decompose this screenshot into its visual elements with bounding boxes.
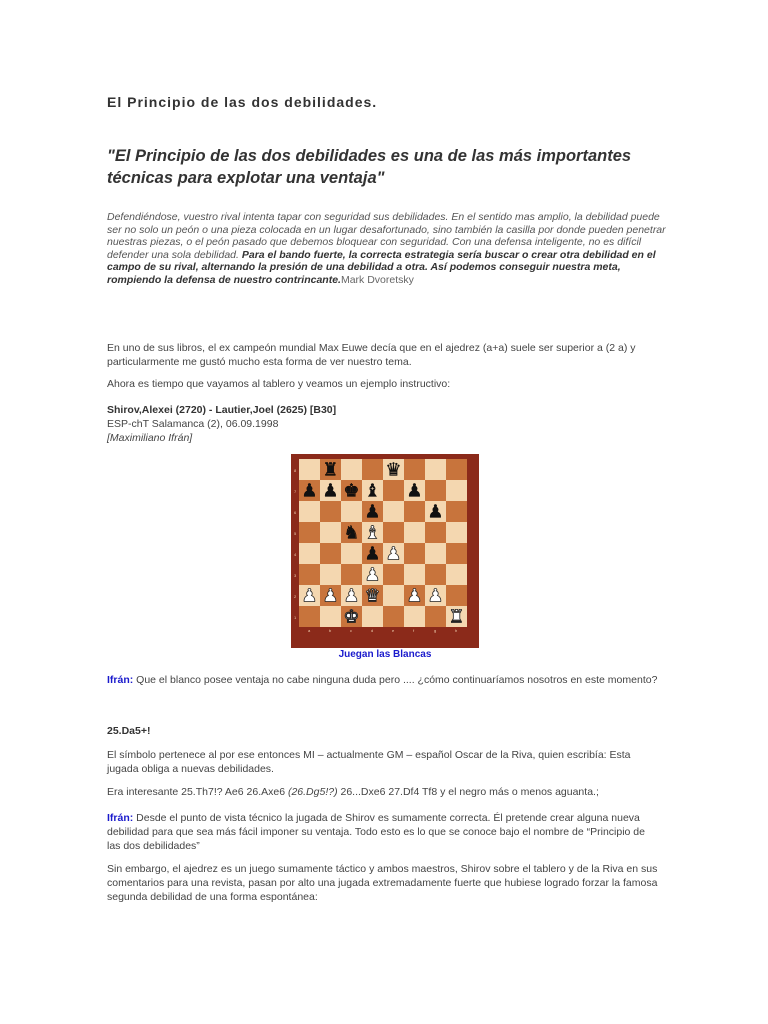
board-square (404, 459, 425, 480)
black-pawn-piece: ♟ (364, 501, 381, 523)
board-square (446, 564, 467, 585)
board-square (341, 459, 362, 480)
de-la-riva-paragraph: El símbolo pertenece al por ese entonces MI – actualmente GM – español Oscar de la Riva, quien escribía: Esta jugada obliga a nuevas debilidades. (107, 749, 631, 775)
ifran-comment-2 (107, 811, 661, 853)
file-label: h (455, 628, 458, 633)
board-square (299, 606, 320, 627)
file-label: a (308, 628, 311, 633)
board-square (383, 522, 404, 543)
game-players: Shirov,Alexei (2720) - Lautier,Joel (2625) [B30] (107, 404, 337, 416)
move-heading (107, 724, 661, 738)
white-pawn-piece: ♟ (406, 585, 423, 607)
white-pawn-piece: ♟ (385, 543, 402, 565)
board-square (341, 501, 362, 522)
board-square (383, 564, 404, 585)
board-square (404, 606, 425, 627)
move-text: 25.Da5+! (107, 725, 151, 737)
file-label: d (371, 628, 374, 633)
board-square (404, 501, 425, 522)
board-square (383, 606, 404, 627)
euwe-paragraph: En uno de sus libros, el ex campeón mundial Max Euwe decía que en el ajedrez (a+a) suele ser superior a (2 a) y particularmente me gustó mucho esta forma de ver nuestro tema. (107, 342, 636, 368)
white-king-piece: ♚ (343, 606, 360, 628)
board-square (383, 480, 404, 501)
board-square (341, 564, 362, 585)
board-square (446, 543, 467, 564)
chess-board-diagram (291, 454, 479, 648)
board-square (446, 522, 467, 543)
black-pawn-piece: ♟ (301, 480, 318, 502)
board-square (425, 606, 446, 627)
black-pawn-piece: ♟ (406, 480, 423, 502)
file-label: g (434, 628, 437, 633)
board-square (299, 564, 320, 585)
board-square (320, 522, 341, 543)
rank-label: 4 (294, 552, 297, 557)
board-square (299, 501, 320, 522)
white-pawn-piece: ♟ (427, 585, 444, 607)
rank-label: 2 (294, 594, 297, 599)
board-square (299, 522, 320, 543)
page-title: El Principio de las dos debilidades. (107, 94, 378, 110)
file-label: b (329, 628, 332, 633)
black-pawn-piece: ♟ (322, 480, 339, 502)
black-knight-piece: ♞ (343, 522, 360, 544)
alternative-line-a: Era interesante 25.Th7!? Ae6 26.Axe6 (107, 786, 288, 798)
black-pawn-piece: ♟ (364, 543, 381, 565)
black-queen-piece: ♛ (385, 459, 402, 481)
dvoretsky-quote (107, 211, 667, 286)
dvoretsky-bold-text: Para el bando fuerte, la correcta estrategia sería buscar o crear otra debilidad en el campo de su rival, alternando la presión de una debilidad a otra. Así podemos conseguir nuestra meta, rompiendo la defensa de nuestro contrincante. (107, 248, 656, 286)
board-square (425, 459, 446, 480)
ifran-comment-1 (107, 673, 661, 687)
rank-label: 3 (294, 573, 297, 578)
dvoretsky-author: Mark Dvoretsky (340, 273, 414, 286)
black-pawn-piece: ♟ (427, 501, 444, 523)
board-square (446, 501, 467, 522)
white-pawn-piece: ♟ (343, 585, 360, 607)
game-event: ESP-chT Salamanca (2), 06.09.1998 (107, 418, 279, 430)
rank-label: 7 (294, 489, 297, 494)
board-square (404, 564, 425, 585)
ifran-comment-2-text: Desde el punto de vista técnico la jugada de Shirov es sumamente correcta. Él pretende crear alguna nueva debilidad para que sea más fácil imponer su ventaja. Todo esto es lo que se conoce bajo el nombre de “Principio de las dos debilidades” (107, 812, 645, 852)
board-square (383, 501, 404, 522)
board-square (425, 543, 446, 564)
board-square (320, 564, 341, 585)
file-label: f (413, 628, 415, 633)
dvoretsky-text: Defendiéndose, vuestro rival intenta tapar con seguridad sus debilidades. En el sentido mas amplio, la debilidad puede ser no solo un peón o una pieza colocada en un lugar desafortunado, sino también la casilla por donde pueden penetrar nuestras piezas, o el peón pasado que debemos bloquear con seguridad. Con una defensa inteligente, no es difícil defender una sola debilidad. (107, 211, 666, 261)
white-pawn-piece: ♟ (322, 585, 339, 607)
board-square (425, 480, 446, 501)
board-square (425, 522, 446, 543)
rank-label: 1 (294, 615, 297, 620)
intro-paragraph: Ahora es tiempo que vayamos al tablero y veamos un ejemplo instructivo: (107, 378, 451, 390)
board-square (362, 606, 383, 627)
white-bishop-piece: ♝ (364, 522, 381, 544)
board-square (320, 501, 341, 522)
black-bishop-piece: ♝ (364, 480, 381, 502)
white-pawn-piece: ♟ (364, 564, 381, 586)
white-pawn-piece: ♟ (301, 585, 318, 607)
white-queen-piece: ♛ (364, 585, 381, 607)
board-square (446, 480, 467, 501)
board-caption: Juegan las Blancas (338, 649, 432, 660)
board-square (425, 564, 446, 585)
game-annotator: [Maximiliano Ifrán] (107, 432, 193, 444)
ifran-comment-1-text: Que el blanco posee ventaja no cabe ninguna duda pero .... ¿cómo continuaríamos nosotros en este momento? (133, 674, 658, 686)
rank-label: 8 (294, 468, 297, 473)
file-label: e (392, 628, 395, 633)
board-square (404, 543, 425, 564)
annotator-label: Ifrán: (107, 812, 134, 824)
board-square (299, 459, 320, 480)
game-header (107, 403, 661, 445)
board-square (362, 459, 383, 480)
final-paragraph: Sin embargo, el ajedrez es un juego sumamente táctico y ambos maestros, Shirov sobre el tablero y de la Riva en sus comentarios para una revista, pasan por alto una jugada extremadamente fuerte que hubiese logrado forzar la famosa segunda debilidad de una forma espontánea: (107, 863, 658, 903)
board-square (446, 459, 467, 480)
white-rook-piece: ♜ (448, 606, 465, 628)
rank-label: 6 (294, 510, 297, 515)
alternative-line (107, 785, 661, 799)
principle-quote: "El Principio de las dos debilidades es una de las más importantes técnicas para explotar una ventaja" (107, 147, 632, 187)
black-rook-piece: ♜ (322, 459, 339, 481)
board-square (383, 585, 404, 606)
black-king-piece: ♚ (343, 480, 360, 502)
board-square (320, 606, 341, 627)
annotator-label: Ifrán: (107, 674, 134, 686)
rank-label: 5 (294, 531, 297, 536)
board-square (446, 585, 467, 606)
alternative-line-c: 26...Dxe6 27.Df4 Tf8 y el negro más o menos aguanta.; (337, 786, 599, 798)
board-square (299, 543, 320, 564)
chess-board (291, 454, 479, 648)
file-label: c (350, 628, 352, 633)
board-square (341, 543, 362, 564)
alternative-line-b: (26.Dg5!?) (287, 786, 338, 798)
board-square (320, 543, 341, 564)
board-square (404, 522, 425, 543)
